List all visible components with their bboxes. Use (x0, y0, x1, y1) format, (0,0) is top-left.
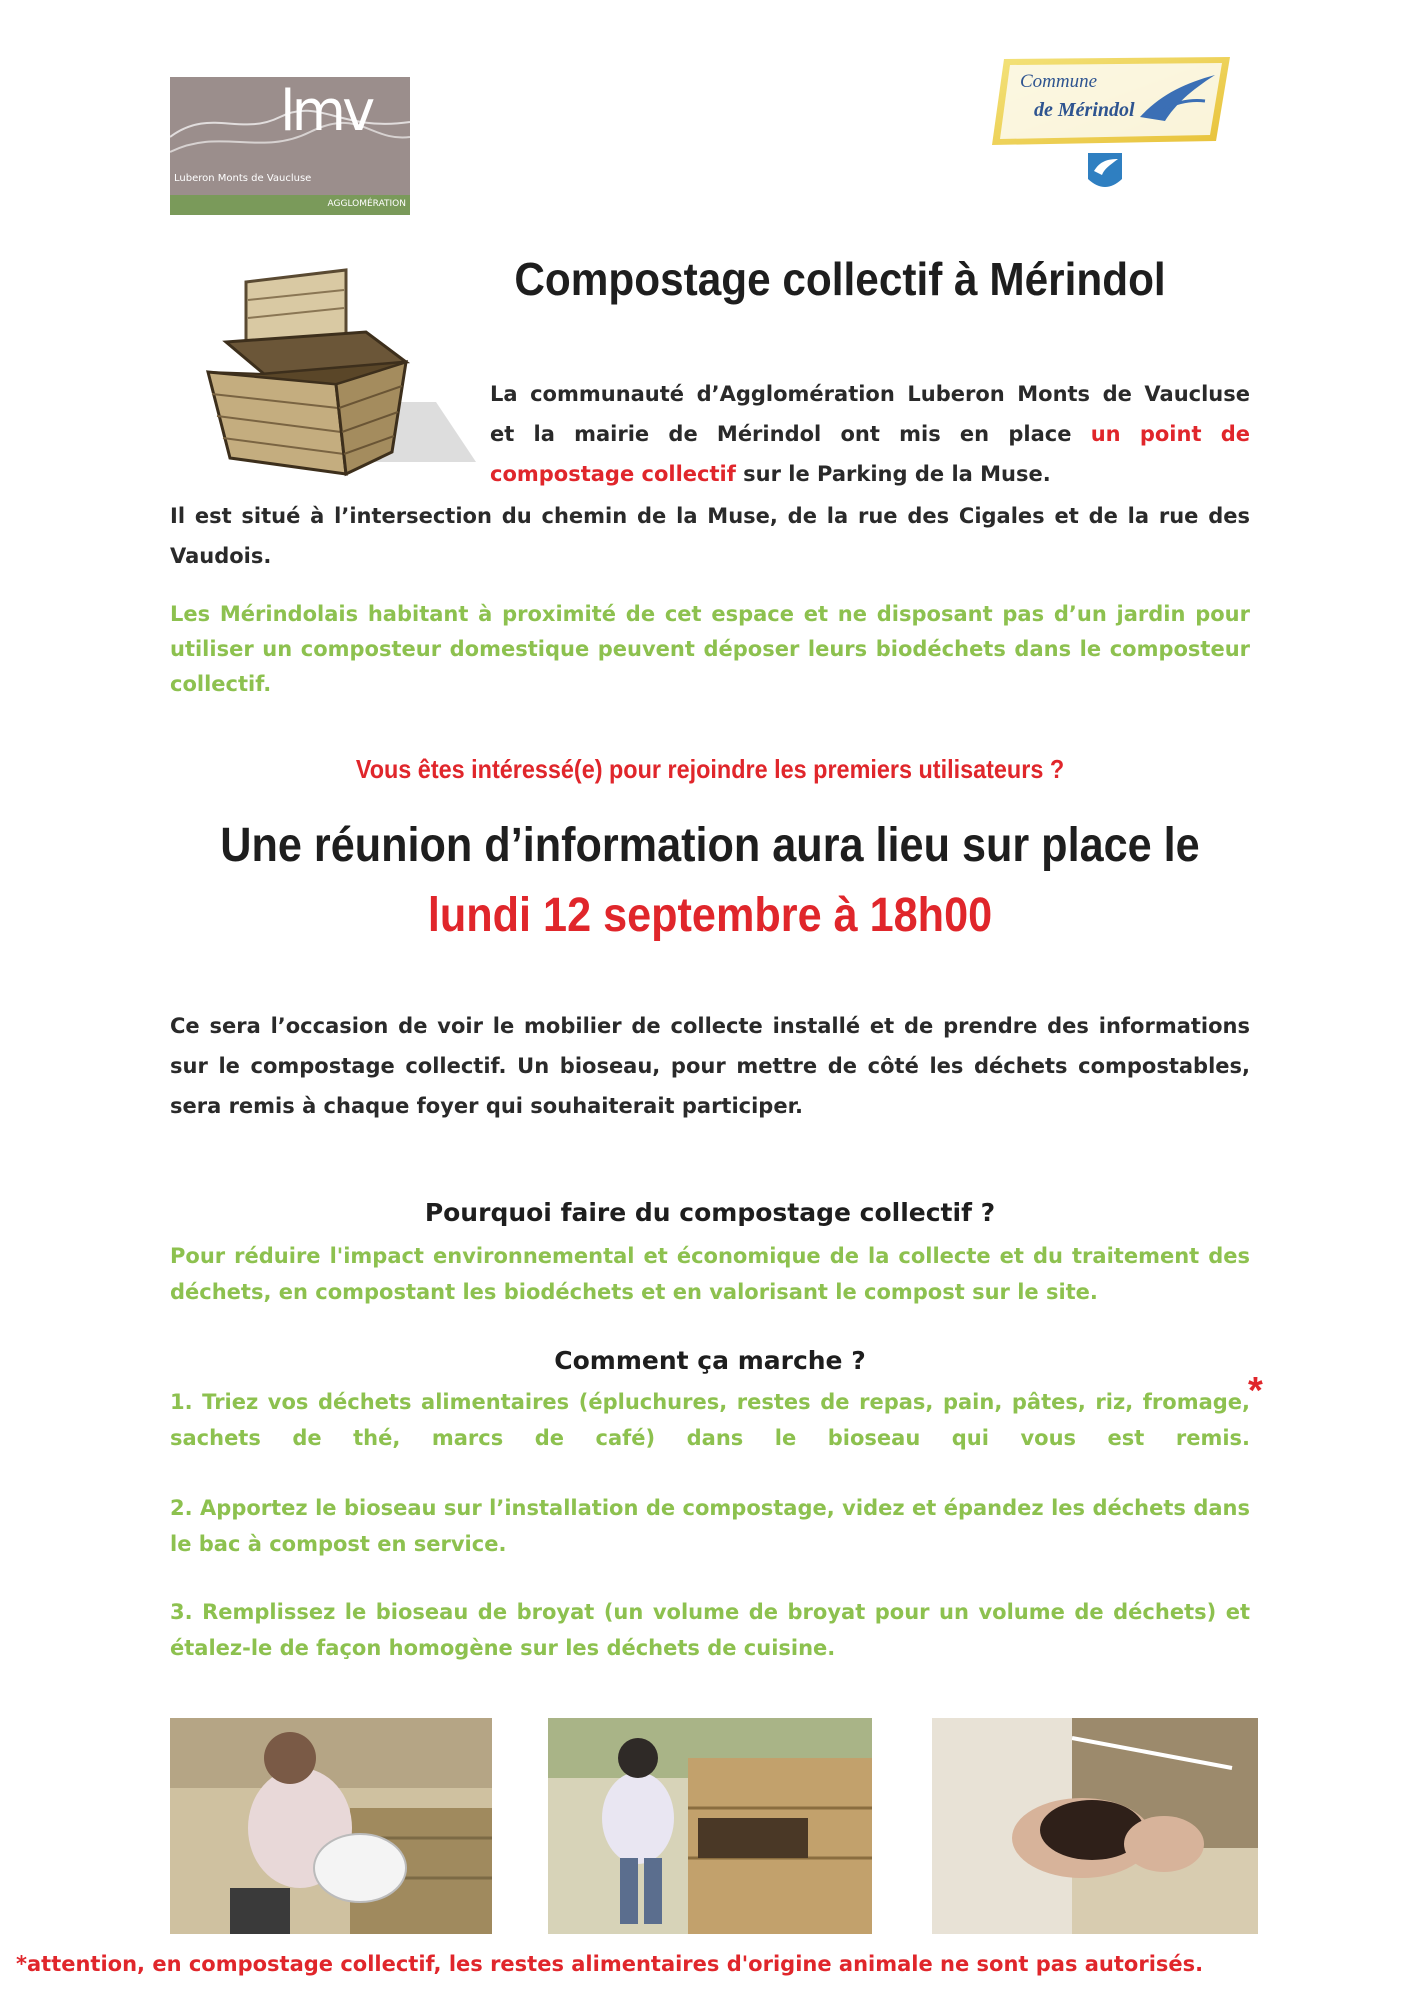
how-heading: Comment ça marche ? (554, 1346, 866, 1375)
location-paragraph: Il est situé à l’intersection du chemin de la Muse, de la rue des Cigales et de la rue des Vaudois. (170, 504, 1250, 568)
intro-paragraph-block (490, 374, 1250, 494)
how-step-3: 3. Remplissez le bioseau de broyat (un volume de broyat pour un volume de déchets) et étalez-le de façon homogène sur les déchets de cuisine. (170, 1600, 1250, 1660)
commune-de-merindol-logo (990, 55, 1236, 215)
photo-filling-compost-bin (548, 1718, 872, 1934)
how-step-1: 1. Triez vos déchets alimentaires (épluchures, restes de repas, pain, pâtes, riz, fromage, sachets de thé, marcs de café) dans le bioseau qui vous est remis. (170, 1390, 1250, 1450)
intro-text-part2: sur le Parking de la Muse. (735, 462, 1051, 486)
merindol-logo-line1: Commune (1020, 71, 1098, 92)
intro-text-part1: La communauté d’Agglomération Luberon Monts de Vaucluse et la mairie de Mérindol ont mis en place (490, 382, 1250, 446)
page-title: Compostage collectif à Mérindol (514, 253, 1166, 305)
lmv-agglomeration-logo (170, 77, 410, 215)
intro-highlight: un point de compostage collectif (490, 422, 1250, 486)
photo-hands-holding-compost (932, 1718, 1258, 1934)
how-step-2: 2. Apportez le bioseau sur l’installation de compostage, videz et épandez les déchets dans le bac à compost en service. (170, 1496, 1250, 1556)
question-line: Vous êtes intéressé(e) pour rejoindre les premiers utilisateurs ? (355, 754, 1065, 784)
lmv-monogram: lmv (280, 79, 372, 144)
meeting-announcement: Une réunion d’information aura lieu sur place le (220, 819, 1200, 872)
lmv-name: Luberon Monts de Vaucluse (174, 173, 312, 184)
footnote-asterisk: * (1248, 1370, 1263, 1412)
footnote: *attention, en compostage collectif, les restes alimentaires d'origine animale ne sont pas autorisés. (16, 1952, 1204, 1976)
compost-bin-illustration (186, 262, 486, 482)
photo-emptying-bioseau (170, 1718, 492, 1934)
why-heading: Pourquoi faire du compostage collectif ? (424, 1198, 996, 1227)
merindol-logo-line2: de Mérindol (1034, 99, 1135, 121)
why-text: Pour réduire l'impact environnemental et économique de la collecte et du traitement des déchets, en compostant les biodéchets et en valorisant le compost sur le site. (170, 1244, 1250, 1304)
lmv-subtitle: AGGLOMÉRATION (327, 199, 406, 209)
meeting-date: lundi 12 septembre à 18h00 (427, 889, 993, 942)
residents-paragraph: Les Mérindolais habitant à proximité de cet espace et ne disposant pas d’un jardin pour utiliser un composteur domestique peuvent déposer leurs biodéchets dans le composteur collectif. (170, 602, 1250, 696)
occasion-paragraph: Ce sera l’occasion de voir le mobilier de collecte installé et de prendre des informations sur le compostage collectif. Un bioseau, pour mettre de côté les déchets compostables, sera remis à chaque foyer qui souhaiterait participer. (170, 1014, 1250, 1118)
